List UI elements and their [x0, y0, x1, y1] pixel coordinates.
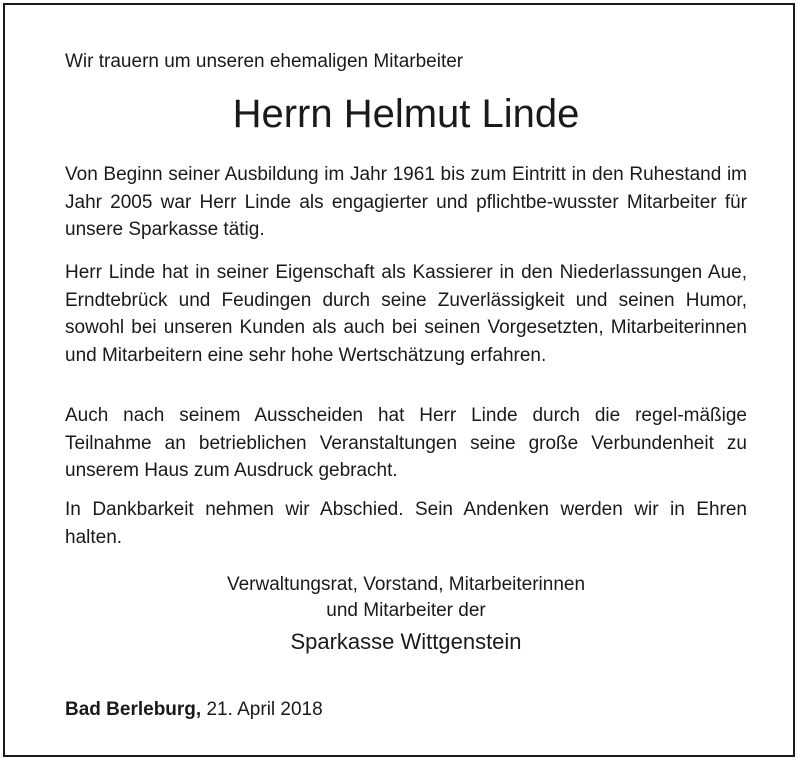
signature-line-1: Verwaltungsrat, Vorstand, Mitarbeiterinnen — [226, 574, 586, 595]
signature-organization: Sparkasse Wittgenstein — [290, 629, 522, 654]
intro-line: Wir trauern um unseren ehemaligen Mitarbeiter — [65, 51, 464, 72]
paragraph-cashier-role: Herr Linde hat in seiner Eigenschaft als Kassierer in den Niederlassungen Aue, Erndtebrück und Feudingen durch seine Zuverlässigkeit und seinen Humor, sowohl bei unseren Kunden als auch bei seinen Vorgesetzten, Mitarbeiterinnen und Mitarbeitern eine sehr hohe Wertschätzung erfahren. — [65, 262, 747, 366]
obituary-notice-frame — [3, 3, 795, 757]
paragraph-after-retirement: Auch nach seinem Ausscheiden hat Herr Linde durch die regel-mäßige Teilnahme an betrieblichen Veranstaltungen seine große Verbundenheit zu unserem Haus zum Ausdruck gebracht. — [65, 405, 747, 482]
signature-line-2: und Mitarbeiter der — [326, 600, 486, 621]
paragraph-career: Von Beginn seiner Ausbildung im Jahr 1961 bis zum Eintritt in den Ruhestand im Jahr 2005 war Herr Linde als engagierter und pflichtbe-wusster Mitarbeiter für unsere Sparkasse tätig. — [65, 164, 747, 241]
place-name: Bad Berleburg, — [65, 699, 202, 720]
deceased-name-heading: Herrn Helmut Linde — [232, 92, 580, 136]
paragraph-farewell: In Dankbarkeit nehmen wir Abschied. Sein Andenken werden wir in Ehren halten. — [65, 499, 747, 548]
notice-date: 21. April 2018 — [206, 699, 323, 720]
place-and-date — [65, 697, 323, 723]
